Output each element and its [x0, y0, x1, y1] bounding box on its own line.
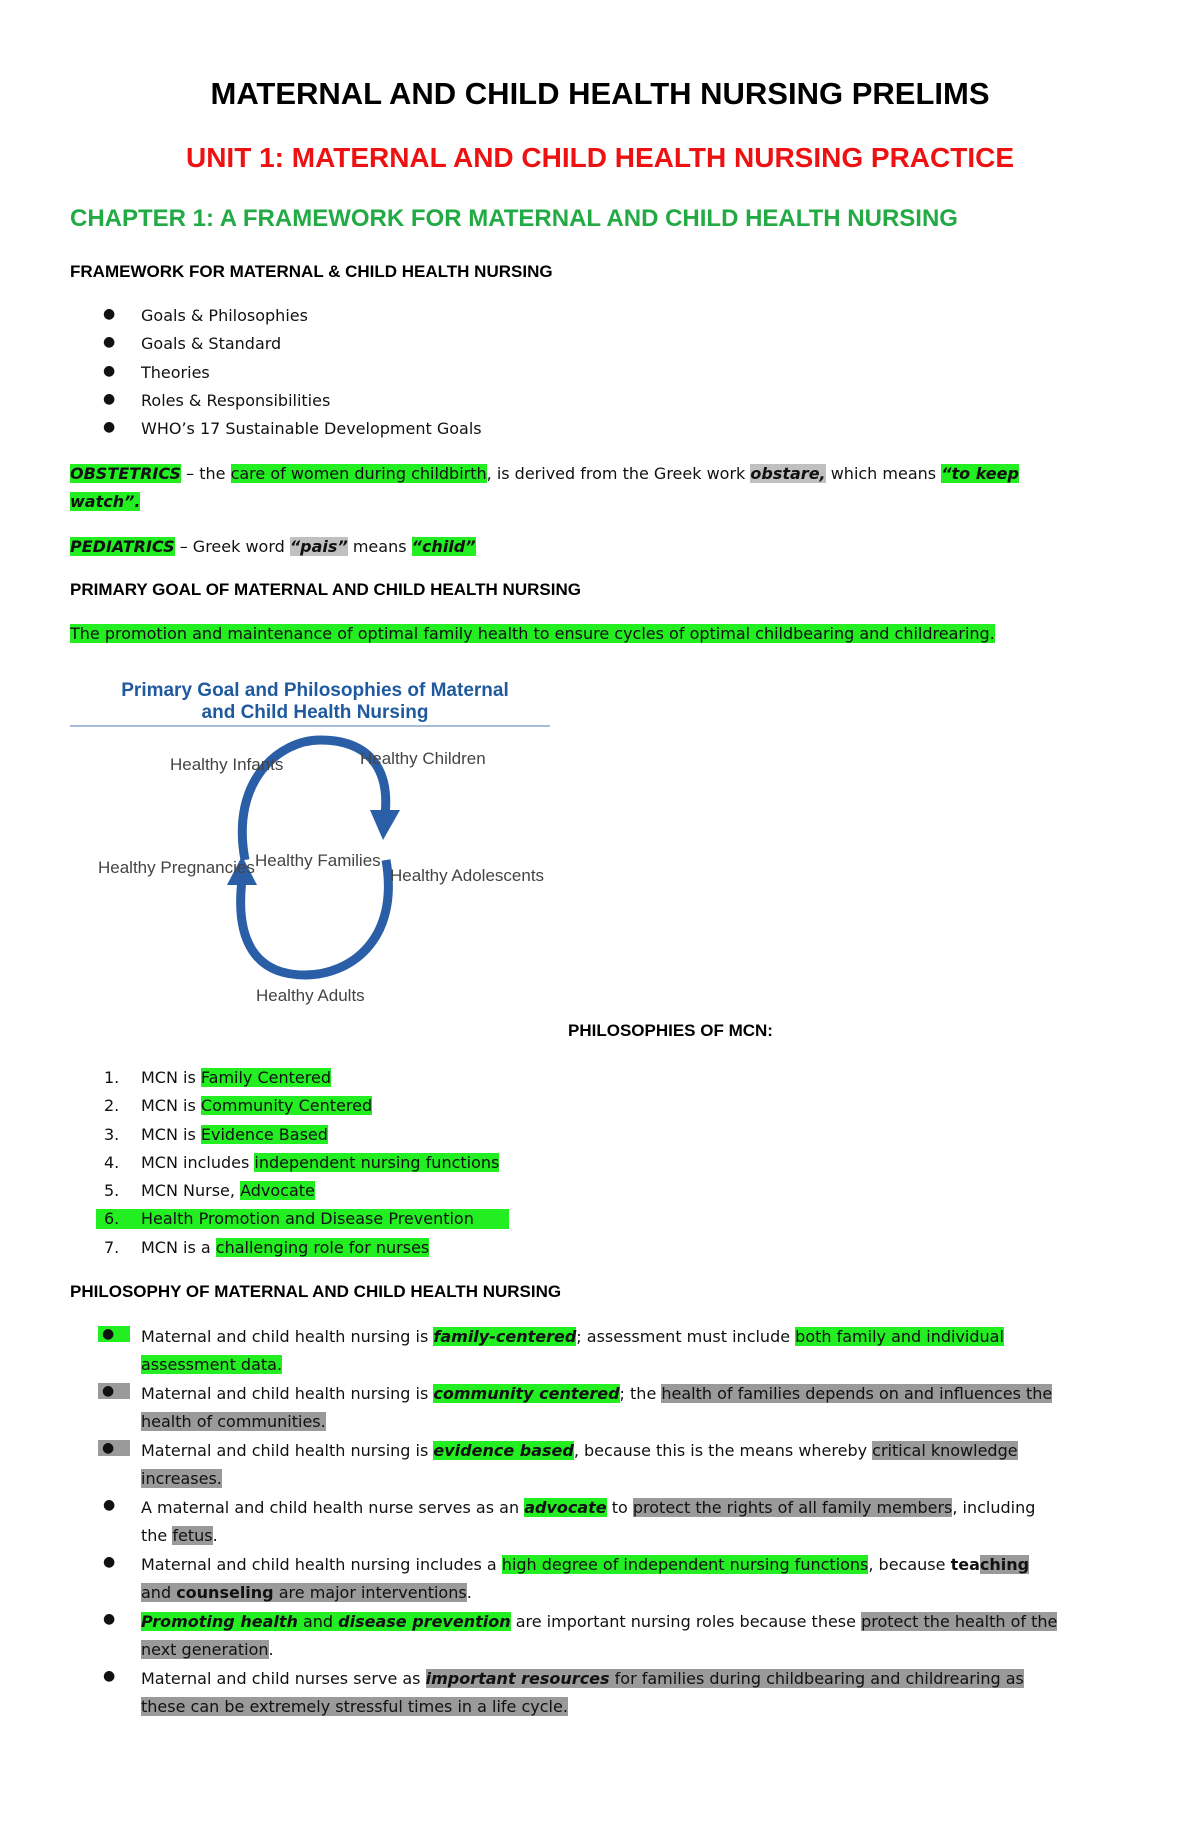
bullet-icon: ● [103, 1611, 116, 1627]
lower-cycle-arrow [241, 860, 389, 975]
upper-arrowhead-icon [370, 810, 400, 840]
document-page: MATERNAL AND CHILD HEALTH NURSING PRELIMS UNIT 1: MATERNAL AND CHILD HEALTH NURSING PRACTICE CHAPTER 1: A FRAMEWORK FOR MATERNAL AND CHILD HEALTH NURSING FRAMEWORK FOR MATERNAL & CHILD HEALTH NURSING ● Goals & Philosophies ● Goals & Standard ● Theories ● Roles & Responsibilities ● WHO’s 17 Sustainable Development Goals OBSTETRICS – the care of women during childbirth, is derived from the Greek work obstare, which means “to keep watch”. PEDIATRICS – Greek word “pais” means “child” PRIMARY GOAL OF MATERNAL AND CHILD HEALTH NURSING The promotion and maintenance of optimal family health to ensure cycles of optimal childbearing and childrearing. Primary Goal and Philosophies of Maternal and Child Health Nursing Healthy Infants Healthy Children Healthy Pregnancies Healthy Families Healthy Adolescents Healthy Adults PHILOSOPHIES OF MCN: 1. MCN is Family Centered 2. MCN is Community Centered 3. MCN is Evidence Based 4. MCN includes independent nursing functions 5. MCN Nurse, Advocate 6. Health Promotion and Disease Prevention 7. MCN is a challenging role for nurses PHILOSOPHY OF MATERNAL AND CHILD HEALTH NURSING ● Maternal and child health nursing is family-centered; assessment must include both family and individual assessment data. ● Maternal and child health nursing is community centered; the health of families depends on and influences the health of communities. ● Maternal and child health nursing is evidence based, because this is the means whereby critical knowledge increases. ● A maternal and child health nurse serves as an advocate to protect the rights of all family members, including the fetus. ● Maternal and child health nursing includes a high degree of independent nursing functions, because teaching and counseling are major interventions. ● Promoting health and disease prevention are important nursing roles because these protect the health of the next generation. ● Maternal and child nurses serve as important resources for families during childbearing and childrearing as these can be extremely stressful times in a life cycle. [0, 0, 1200, 1835]
diagram-title-line2: and Child Health Nursing [201, 702, 429, 723]
list-item: Maternal and child health nursing includes a high degree of independent nursing functions, because teaching and counseling are major interventions. [141, 1555, 1030, 1603]
pediatrics-term: PEDIATRICS [70, 537, 175, 556]
obstetrics-term: OBSTETRICS [70, 464, 182, 483]
primary-goal-text: The promotion and maintenance of optimal family health to ensure cycles of optimal childbearing and childrearing. [70, 624, 995, 643]
label-healthy-adults: Healthy Adults [256, 986, 365, 1005]
bullet-icon: ● [103, 1554, 116, 1570]
list-item: Theories [141, 363, 210, 382]
label-healthy-children: Healthy Children [360, 749, 486, 768]
label-healthy-families: Healthy Families [255, 851, 381, 870]
list-item: WHO’s 17 Sustainable Development Goals [141, 419, 482, 438]
primary-goal-heading: PRIMARY GOAL OF MATERNAL AND CHILD HEALTH NURSING [70, 580, 581, 599]
list-item: MCN Nurse, Advocate [141, 1181, 315, 1200]
list-item: Goals & Standard [141, 334, 282, 353]
list-item: Maternal and child health nursing is community centered; the health of families depends on and influences the health of communities. [141, 1384, 1053, 1432]
list-item: MCN is Family Centered [141, 1068, 331, 1087]
primary-goal-diagram [70, 670, 560, 1010]
label-healthy-adolescents: Healthy Adolescents [390, 866, 545, 885]
framework-heading: FRAMEWORK FOR MATERNAL & CHILD HEALTH NURSING [70, 262, 553, 281]
diagram-title-line1: Primary Goal and Philosophies of Maternal [121, 680, 509, 701]
philosophies-heading: PHILOSOPHIES OF MCN: [568, 1021, 773, 1040]
list-item: Goals & Philosophies [141, 306, 308, 325]
list-item: MCN includes independent nursing functions [141, 1153, 500, 1172]
list-item: 6. Health Promotion and Disease Prevention [96, 1209, 509, 1229]
list-item: A maternal and child health nurse serves as an advocate to protect the rights of all family members, including the fetus. [141, 1498, 1036, 1546]
label-healthy-pregnancies: Healthy Pregnancies [98, 858, 255, 877]
document-title: MATERNAL AND CHILD HEALTH NURSING PRELIMS [210, 76, 990, 111]
chapter-heading: CHAPTER 1: A FRAMEWORK FOR MATERNAL AND CHILD HEALTH NURSING [70, 205, 958, 232]
list-item: Maternal and child health nursing is evidence based, because this is the means whereby critical knowledge increases. [141, 1441, 1018, 1489]
bullet-icon: ● [98, 1383, 130, 1399]
bullet-icon: ● [103, 1497, 116, 1513]
list-item: MCN is Community Centered [141, 1096, 373, 1115]
bullet-icon: ● [103, 334, 116, 350]
list-item: Roles & Responsibilities [141, 391, 331, 410]
bullet-icon: ● [103, 419, 116, 435]
bullet-icon: ● [103, 391, 116, 407]
list-item: MCN is Evidence Based [141, 1125, 328, 1144]
bullet-icon: ● [98, 1326, 130, 1342]
unit-heading: UNIT 1: MATERNAL AND CHILD HEALTH NURSING PRACTICE [185, 142, 1015, 173]
philosophy-heading: PHILOSOPHY OF MATERNAL AND CHILD HEALTH NURSING [70, 1282, 562, 1301]
list-item: Maternal and child nurses serve as important resources for families during childbearing and childrearing as these can be extremely stressful times in a life cycle. [141, 1669, 1024, 1717]
list-item: Promoting health and disease prevention are important nursing roles because these protect the health of the next generation. [141, 1612, 1058, 1660]
list-item: MCN is a challenging role for nurses [141, 1238, 430, 1257]
bullet-icon: ● [103, 306, 116, 322]
bullet-icon: ● [103, 1668, 116, 1684]
label-healthy-infants: Healthy Infants [170, 755, 284, 774]
bullet-icon: ● [98, 1440, 130, 1456]
list-item: Maternal and child health nursing is family-centered; assessment must include both family and individual assessment data. [141, 1327, 1004, 1375]
bullet-icon: ● [103, 363, 116, 379]
obstetrics-definition: OBSTETRICS – the care of women during childbirth, is derived from the Greek work obstare, which means “to keep watch”. [70, 464, 1019, 512]
pediatrics-definition: PEDIATRICS – Greek word “pais” means “child” [70, 537, 476, 556]
